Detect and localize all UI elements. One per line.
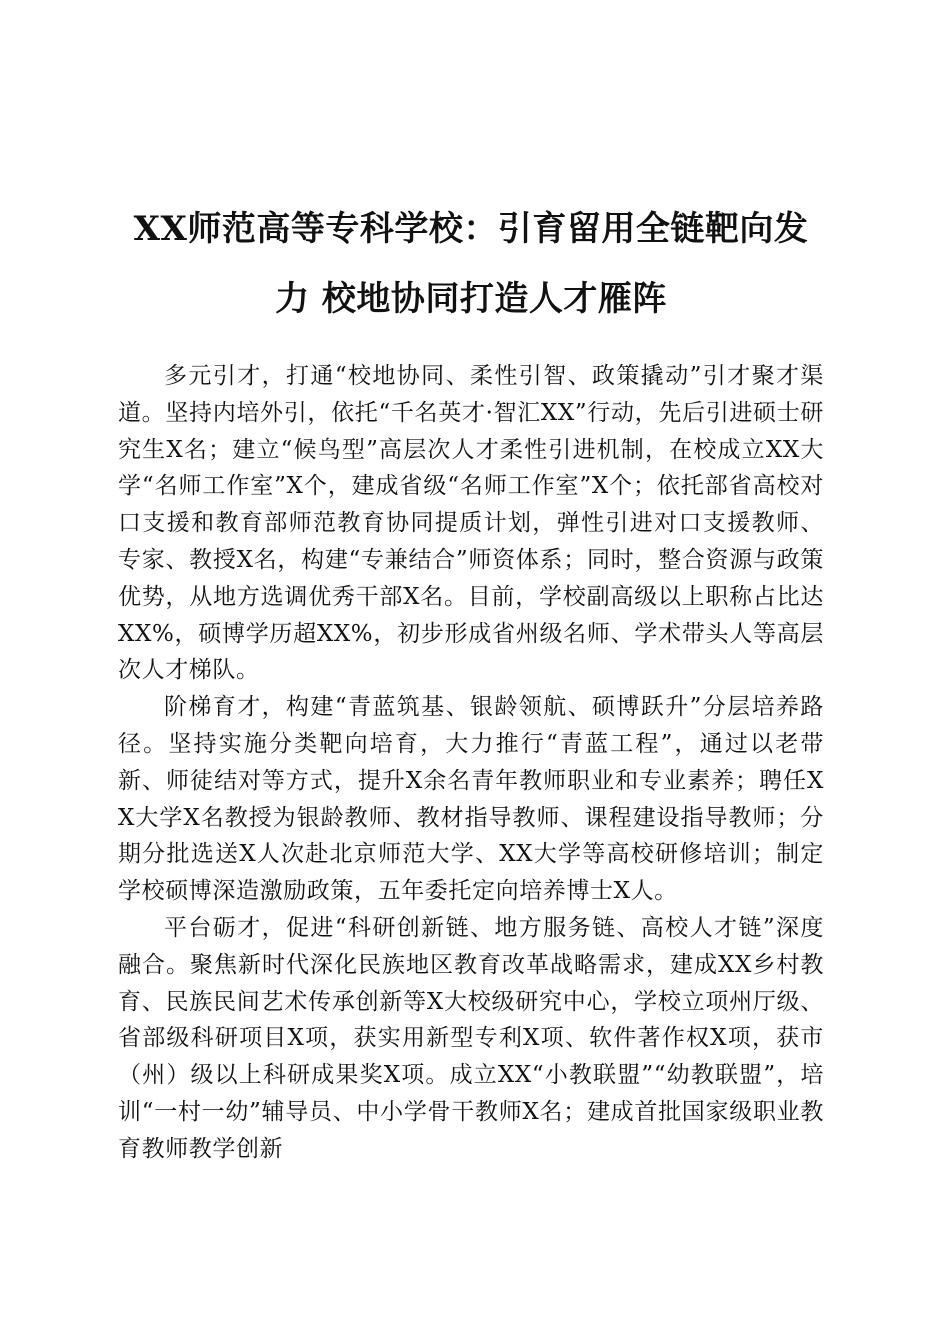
document-title <box>118 194 824 334</box>
paragraph-talent-cultivation: 阶梯育才，构建“青蓝筑基、银龄领航、硕博跃升”分层培养路径。坚持实施分类靶向培育，大力推行“青蓝工程”，通过以老带新、师徒结对等方式，提升X余名青年教师职业和专业素养；聘任XX大学X名教授为银龄教师、教材指导教师、课程建设指导教师；分期分批选送X人次赴北京师范大学、XX大学等高校研修培训；制定学校硕博深造激励政策，五年委托定向培养博士X人。 <box>118 694 824 905</box>
paragraph-platform-training: 平台砺才，促进“科研创新链、地方服务链、高校人才链”深度融合。聚焦新时代深化民族地区教育改革战略需求，建成XX乡村教育、民族民间艺术传承创新等X大校级研究中心，学校立项州厅级、省部级科研项目X项，获实用新型专利X项、软件著作权X项，获市（州）级以上科研成果奖X项。成立XX“小教联盟”“幼教联盟”，培训“一村一幼”辅导员、中小学骨干教师X名；建成首批国家级职业教育教师教学创新 <box>118 914 824 1162</box>
title-line-1: XX师范高等专科学校：引育留用全链靶向发 <box>133 209 809 249</box>
document-page <box>118 0 824 1344</box>
paragraph-talent-introduction: 多元引才，打通“校地协同、柔性引智、政策撬动”引才聚才渠道。坚持内培外引，依托“千名英才·智汇XX”行动，先后引进硕士研究生X名；建立“候鸟型”高层次人才柔性引进机制，在校成立XX大学“名师工作室”X个，建成省级“名师工作室”X个；依托部省高校对口支援和教育部师范教育协同提质计划，弹性引进对口支援教师、专家、教授X名，构建“专兼结合”师资体系；同时，整合资源与政策优势，从地方选调优秀干部X名。目前，学校副高级以上职称占比达XX%，硕博学历超XX%，初步形成省州级名师、学术带头人等高层次人才梯队。 <box>118 363 824 684</box>
document-body <box>118 358 824 1168</box>
title-line-2: 力 校地协同打造人才雁阵 <box>275 279 667 319</box>
